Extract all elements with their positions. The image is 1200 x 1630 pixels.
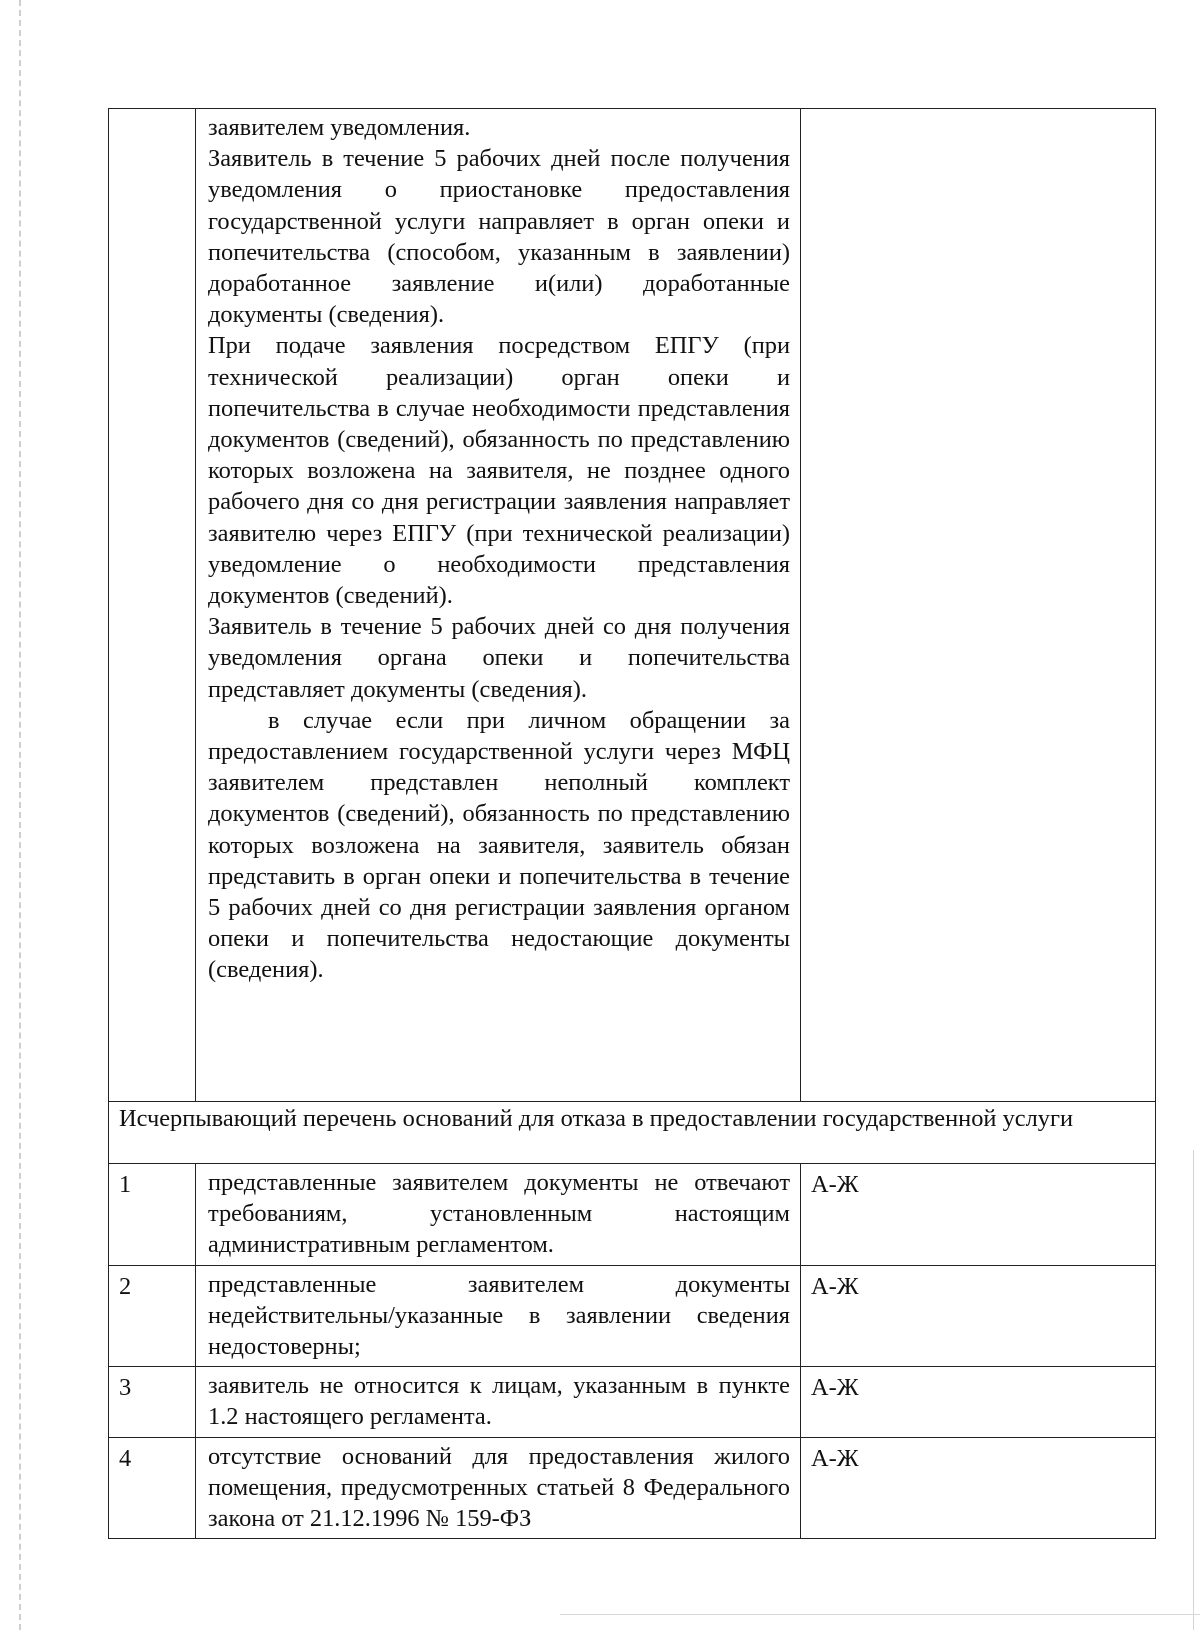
paragraph-1: заявителем уведомления. <box>208 114 471 141</box>
paragraph-5: в случае если при личном обращении за предоставлением государственной услуги через МФЦ заявителем представлен неполный комплект документов (сведений), обязанность по представлению которых возложена на заявителя, заявитель обязан представить в орган опеки и попечительства в течение 5 рабочих дней со дня регистрации заявления органом опеки и попечительства недостающие документы (сведения). <box>208 706 790 984</box>
paragraph-4: Заявитель в течение 5 рабочих дней со дня получения уведомления органа опеки и попечительства представляет документы (сведения). <box>208 613 790 703</box>
ground-text: представленные заявителем документы недействительны/указанные в заявлении сведения недостоверны; <box>196 1265 801 1367</box>
scan-right-line <box>1193 1150 1194 1630</box>
ground-code: А-Ж <box>801 1437 1156 1539</box>
ground-row-1 <box>109 1164 1156 1266</box>
section-heading: Исчерпывающий перечень оснований для отказа в предоставлении государственной услуги <box>109 1102 1156 1164</box>
section-heading-row <box>109 1102 1156 1164</box>
ground-code: А-Ж <box>801 1367 1156 1437</box>
continuation-text-cell <box>196 109 801 1102</box>
paragraph-3: При подаче заявления посредством ЕПГУ (при технической реализации) орган опеки и попечительства в случае необходимости представления документов (сведений), обязанность по представлению которых возложена на заявителя, не позднее одного рабочего дня со дня регистрации заявления направляет заявителю через ЕПГУ (при технической реализации) уведомление о необходимости представления документов (сведений). <box>208 332 790 610</box>
continuation-number-cell <box>109 109 196 1102</box>
ground-code: А-Ж <box>801 1164 1156 1266</box>
ground-code: А-Ж <box>801 1265 1156 1367</box>
ground-number: 1 <box>109 1164 196 1266</box>
ground-row-4 <box>109 1437 1156 1539</box>
ground-text: отсутствие оснований для предоставления жилого помещения, предусмотренных статьей 8 Федерального закона от 21.12.1996 № 159-ФЗ <box>196 1437 801 1539</box>
paragraph-2: Заявитель в течение 5 рабочих дней после получения уведомления о приостановке предоставления государственной услуги направляет в орган опеки и попечительства (способом, указанным в заявлении) доработанное заявление и(или) доработанные документы (сведения). <box>208 145 790 329</box>
scan-left-edge <box>19 0 21 1630</box>
continuation-code-cell <box>801 109 1156 1102</box>
ground-number: 2 <box>109 1265 196 1367</box>
ground-number: 3 <box>109 1367 196 1437</box>
scan-bottom-line <box>560 1614 1200 1615</box>
continuation-row <box>109 109 1156 1102</box>
ground-text: представленные заявителем документы не отвечают требованиям, установленным настоящим административным регламентом. <box>196 1164 801 1266</box>
ground-row-2 <box>109 1265 1156 1367</box>
ground-row-3 <box>109 1367 1156 1437</box>
ground-number: 4 <box>109 1437 196 1539</box>
regulation-table <box>108 108 1156 1539</box>
ground-text: заявитель не относится к лицам, указанным в пункте 1.2 настоящего регламента. <box>196 1367 801 1437</box>
